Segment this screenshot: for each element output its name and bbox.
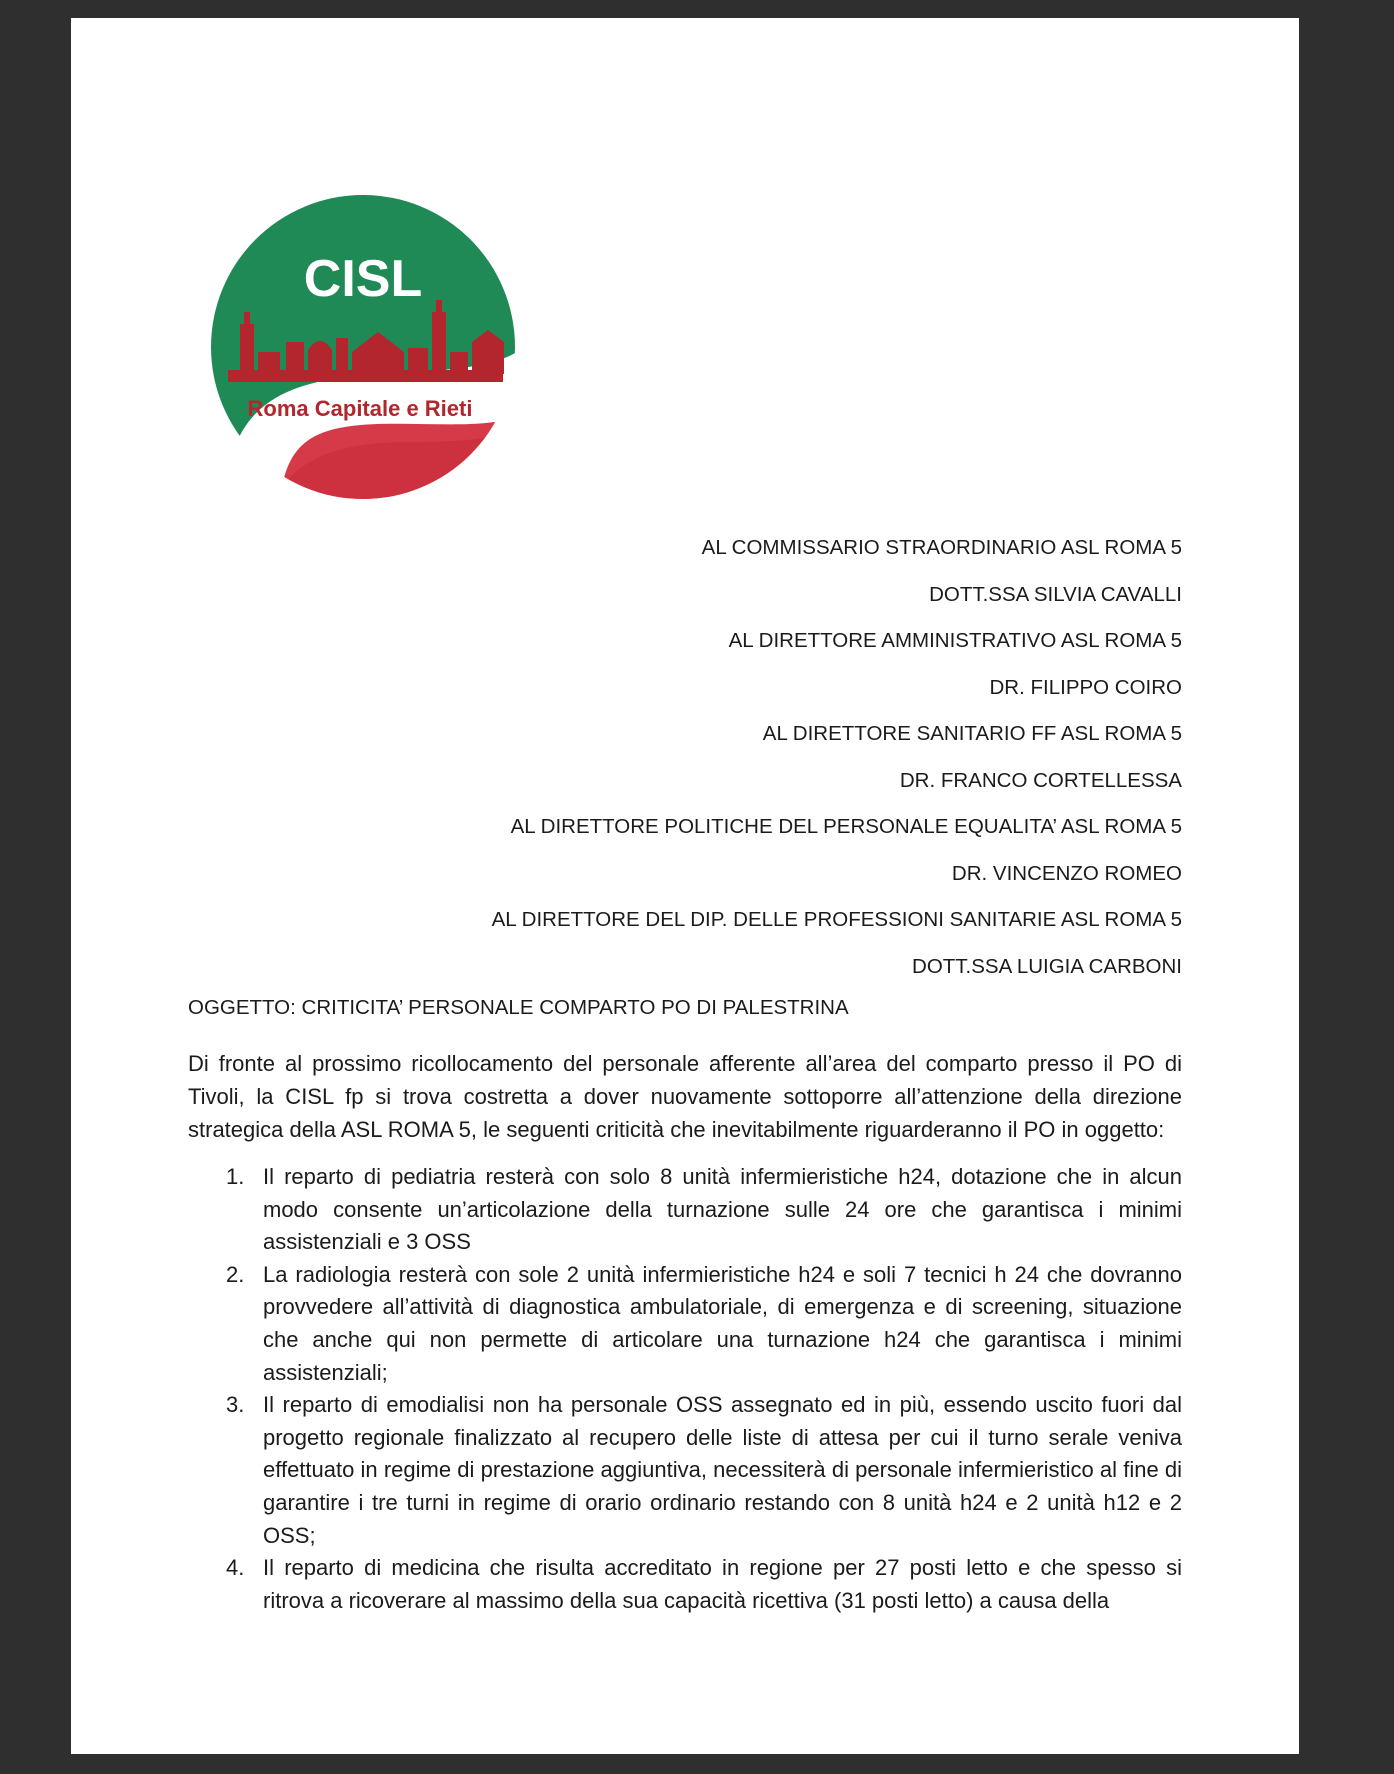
list-item-number: 1. [226, 1164, 245, 1189]
recipient-line: DOTT.SSA SILVIA CAVALLI [929, 582, 1182, 606]
list-item [188, 1259, 1182, 1389]
criticality-list [188, 1161, 1182, 1617]
recipient-line: DOTT.SSA LUIGIA CARBONI [912, 954, 1182, 978]
cisl-logo [208, 192, 518, 502]
list-item-number: 2. [226, 1261, 245, 1287]
recipient-line: DR. FRANCO CORTELLESSA [899, 768, 1182, 792]
recipient-line: DR. VINCENZO ROMEO [951, 861, 1182, 885]
logo-title: CISL [303, 250, 423, 308]
recipient-line: DR. FILIPPO COIRO [989, 675, 1182, 699]
intro-paragraph: Di fronte al prossimo ricollocamento del personale afferente all’area del comparto presso il PO di Tivoli, la CISL fp si trova costretta a dover nuovamente sottoporre all’attenzione della direzione strategica della ASL ROMA 5, le seguenti criticità che inevitabilmente riguarderanno il PO in oggetto: [188, 1051, 1182, 1142]
list-item-text: Il reparto di emodialisi non ha personale OSS assegnato ed in più, essendo uscito fuori dal progetto regionale finalizzato al recupero delle liste di attesa per cui il turno serale veniva effettuato in regime di prestazione aggiuntiva, necessiterà di personale infermieristico al fine di garantire i tre turni in regime di orario ordinario restando con 8 unità h24 e 2 unità h12 e 2 OSS; [263, 1392, 1182, 1548]
list-item [188, 1389, 1182, 1552]
document-page [71, 18, 1299, 1754]
list-item [188, 1161, 1182, 1259]
list-item-text: Il reparto di pediatria resterà con solo 8 unità infermieristiche h24, dotazione che in alcun modo consente un’articolazione della turnazione sulle 24 ore che garantisca i minimi assistenziali e 3 OSS [263, 1164, 1182, 1255]
recipient-line: AL DIRETTORE AMMINISTRATIVO ASL ROMA 5 [728, 629, 1182, 652]
recipient-line: AL COMMISSARIO STRAORDINARIO ASL ROMA 5 [701, 536, 1182, 559]
recipient-line: AL DIRETTORE SANITARIO FF ASL ROMA 5 [762, 722, 1182, 745]
list-item-number: 3. [226, 1392, 245, 1418]
recipient-list [492, 536, 1182, 1001]
subject-line: OGGETTO: CRITICITA’ PERSONALE COMPARTO PO DI PALESTRINA [188, 996, 849, 1019]
logo-subtitle: Roma Capitale e Rieti [247, 396, 473, 421]
list-item-text: La radiologia resterà con sole 2 unità infermieristiche h24 e soli 7 tecnici h 24 che dovranno provvedere all’attività di diagnostica ambulatoriale, di emergenza e di screening, situazione che anche qui non permette di articolare una turnazione h24 che garantisca i minimi assistenziali; [263, 1261, 1182, 1385]
list-item-number: 4. [226, 1555, 245, 1581]
list-item [188, 1552, 1182, 1617]
list-item-text: Il reparto di medicina che risulta accreditato in regione per 27 posti letto e che spesso si ritrova a ricoverare al massimo della sua capacità ricettiva (31 posti letto) a causa della [263, 1555, 1182, 1613]
recipient-line: AL DIRETTORE DEL DIP. DELLE PROFESSIONI SANITARIE ASL ROMA 5 [491, 908, 1182, 931]
recipient-line: AL DIRETTORE POLITICHE DEL PERSONALE EQUALITA’ ASL ROMA 5 [510, 815, 1182, 838]
